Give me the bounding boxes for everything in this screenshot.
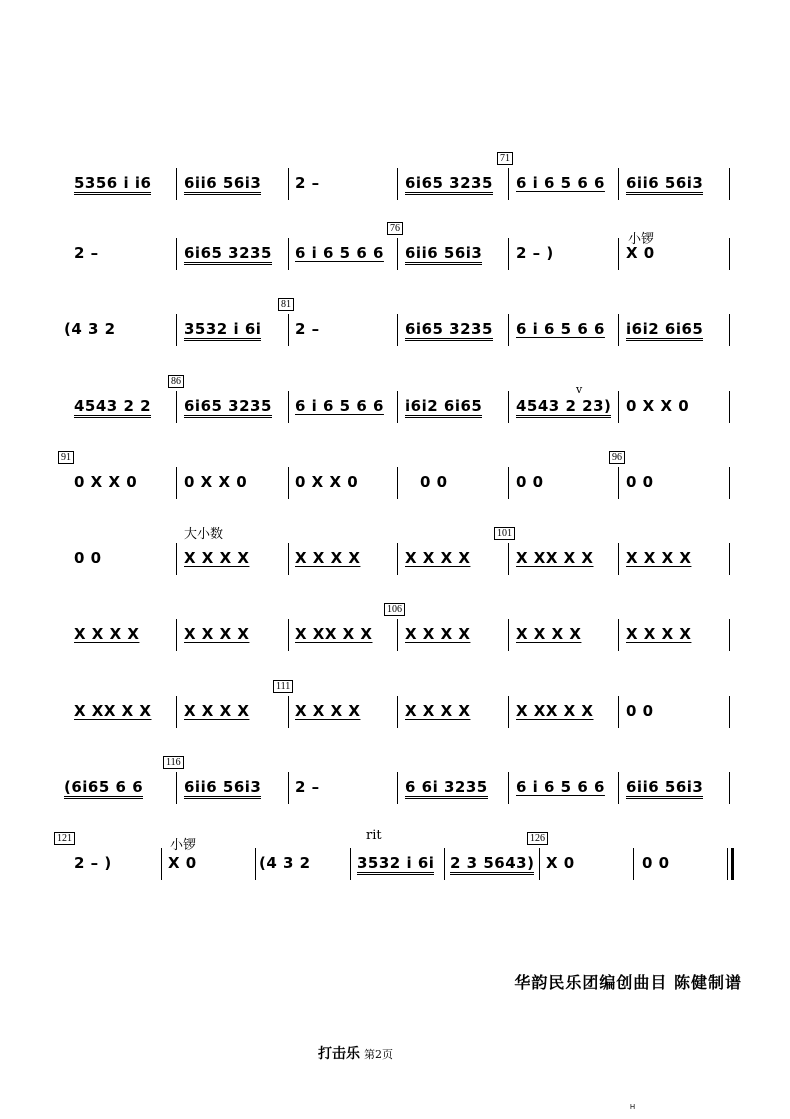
barline [176,543,177,575]
instrument-label: 大小数 [184,527,224,542]
barline [508,543,509,575]
barline [176,619,177,651]
measure: 6ii6 56i3 [184,778,261,799]
barline [618,467,619,499]
staff-line-6 [0,527,790,603]
measure: 6i65 3235 [184,244,272,265]
measure: 0 0 [516,473,544,491]
measure: 2 3 5643) [450,854,534,875]
barline [288,314,289,346]
measure: 0 0 [642,854,670,872]
barline [161,848,162,880]
rehearsal-mark: 126 [527,832,548,845]
barline [508,391,509,423]
measure: X X X X [626,549,692,567]
measure: 0 X X 0 [74,473,138,491]
measure: i6i2 6i65 [405,397,482,418]
barline [729,391,730,423]
measure: X X X X [626,625,692,643]
measure: X XX X X [295,625,373,643]
barline [288,168,289,200]
measure: i6i2 6i65 [626,320,703,341]
measure: 2 – [74,244,99,262]
barline [397,314,398,346]
credit-line: 华韵民乐团编创曲目 陈健制谱 [514,973,742,992]
instrument-label: 小锣 [170,838,197,853]
barline [729,696,730,728]
measure: 0 0 [626,702,654,720]
barline [397,391,398,423]
measure: X X X X [405,625,471,643]
rehearsal-mark: 71 [497,152,513,165]
rehearsal-mark: 106 [384,603,405,616]
barline [508,238,509,270]
measure: 6 6i 3235 [405,778,488,799]
measure: 4543 2 2 [74,397,151,418]
barline [633,848,634,880]
barline [539,848,540,880]
rehearsal-mark: 111 [273,680,293,693]
barline [288,238,289,270]
barline [288,619,289,651]
measure: 6 i 6 5 6 6 [295,244,384,262]
instrument-label: 小锣 [628,232,655,247]
page-number: 第2页 [364,1048,393,1061]
staff-line-7 [0,604,790,679]
barline [397,772,398,804]
measure: 6ii6 56i3 [626,174,703,195]
measure: X X X X [184,625,250,643]
final-barline-thin [727,848,728,880]
measure: X 0 [626,244,655,262]
barline [729,168,730,200]
measure: 0 0 [626,473,654,491]
barline [176,391,177,423]
tempo-marking: rit [366,828,382,843]
measure: 5356 i i6 [74,174,151,195]
barline [729,467,730,499]
measure: 3532 i 6i [357,854,434,875]
measure: 0 X X 0 [295,473,359,491]
measure: 3532 i 6i [184,320,261,341]
staff-line-10 [0,828,790,908]
rehearsal-mark: 86 [168,375,184,388]
measure: (4 3 2 [259,854,311,872]
barline [350,848,351,880]
barline [729,543,730,575]
rehearsal-mark: 96 [609,451,625,464]
measure: X X X X [74,625,140,643]
barline [618,543,619,575]
measure: (6i65 6 6 [64,778,143,799]
measure: 6i65 3235 [405,320,493,341]
barline [444,848,445,880]
measure: 2 – [295,174,320,192]
barline [397,696,398,728]
measure: 6ii6 56i3 [184,174,261,195]
measure: 4543 2 23) [516,397,611,418]
rehearsal-mark: 116 [163,756,184,769]
staff-line-2 [0,223,790,298]
barline [618,391,619,423]
barline [729,238,730,270]
measure: X X X X [516,625,582,643]
barline [508,619,509,651]
barline [176,467,177,499]
barline [618,696,619,728]
barline [729,314,730,346]
measure: X XX X X [516,702,594,720]
measure: X XX X X [516,549,594,567]
barline [508,772,509,804]
rehearsal-mark: 76 [387,222,403,235]
barline [508,696,509,728]
barline [618,168,619,200]
barline [176,238,177,270]
measure: 0 0 [74,549,102,567]
staff-line-4 [0,376,790,451]
barline [288,467,289,499]
barline [288,696,289,728]
measure: X X X X [405,702,471,720]
barline [397,238,398,270]
barline [176,168,177,200]
barline [397,168,398,200]
measure: 6ii6 56i3 [626,778,703,799]
breath-mark: v [576,383,583,396]
barline [397,619,398,651]
barline [176,696,177,728]
measure: 0 X X 0 [184,473,248,491]
measure: 6ii6 56i3 [405,244,482,265]
rehearsal-mark: 121 [54,832,75,845]
barline [288,772,289,804]
corner-mark: H [630,1104,636,1111]
staff-line-3 [0,299,790,374]
rehearsal-mark: 101 [494,527,515,540]
barline [176,772,177,804]
barline [176,314,177,346]
staff-line-9 [0,757,790,832]
barline [508,168,509,200]
barline [288,391,289,423]
page-footer [318,1043,393,1063]
barline [288,543,289,575]
measure: 2 – ) [74,854,112,872]
staff-line-5 [0,452,790,527]
final-barline-thick [731,848,734,880]
rehearsal-mark: 91 [58,451,74,464]
measure: 6i65 3235 [184,397,272,418]
measure: 2 – [295,320,320,338]
measure: 2 – ) [516,244,554,262]
measure: X X X X [405,549,471,567]
measure: X X X X [295,702,361,720]
barline [397,467,398,499]
barline [508,467,509,499]
measure: X X X X [295,549,361,567]
measure: 6 i 6 5 6 6 [516,320,605,338]
part-title: 打击乐 [318,1046,360,1062]
barline [618,772,619,804]
barline [729,772,730,804]
staff-line-8 [0,681,790,756]
measure: X X X X [184,549,250,567]
rehearsal-mark: 81 [278,298,294,311]
barline [618,238,619,270]
barline [508,314,509,346]
measure: 0 0 [420,473,448,491]
barline [618,314,619,346]
staff-line-1 [0,153,790,228]
barline [729,619,730,651]
measure: X 0 [546,854,575,872]
measure: X 0 [168,854,197,872]
barline [255,848,256,880]
measure: 0 X X 0 [626,397,690,415]
measure: 6 i 6 5 6 6 [516,174,605,192]
barline [618,619,619,651]
measure: X X X X [184,702,250,720]
measure: 6 i 6 5 6 6 [295,397,384,415]
measure: X XX X X [74,702,152,720]
measure: (4 3 2 [64,320,116,338]
measure: 6 i 6 5 6 6 [516,778,605,796]
barline [397,543,398,575]
measure: 6i65 3235 [405,174,493,195]
measure: 2 – [295,778,320,796]
